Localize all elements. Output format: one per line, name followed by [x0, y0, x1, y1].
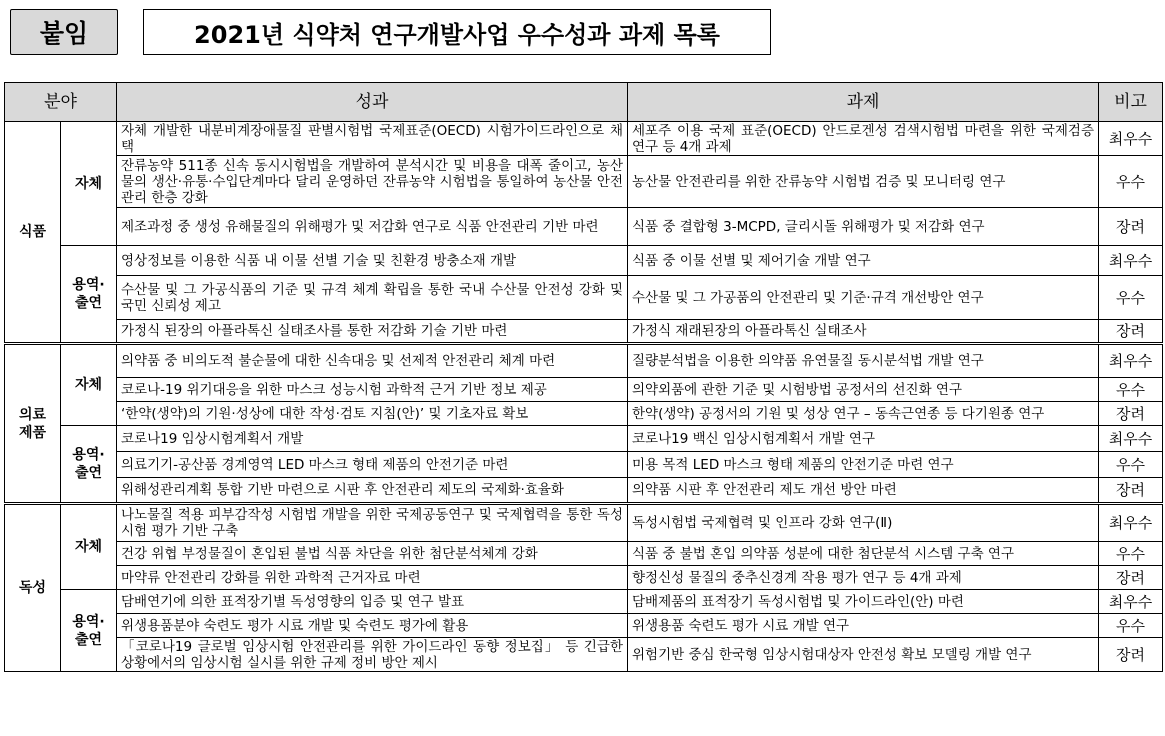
achievement-cell: 영상정보를 이용한 식품 내 이물 선별 기술 및 친환경 방충소재 개발 [117, 246, 628, 276]
note-cell: 우수 [1099, 276, 1163, 320]
subfield-cell: 자체 [61, 122, 117, 246]
note-cell: 우수 [1099, 542, 1163, 566]
table-header-row [5, 83, 1163, 122]
note-cell: 최우수 [1099, 122, 1163, 156]
achievement-cell: 가정식 된장의 아플라톡신 실태조사를 통한 저감화 기술 기반 마련 [117, 320, 628, 344]
subfield-cell: 자체 [61, 504, 117, 590]
table-row [5, 276, 1163, 320]
table-row [5, 344, 1163, 378]
note-cell: 장려 [1099, 402, 1163, 426]
project-cell: 독성시험법 국제협력 및 인프라 강화 연구(Ⅱ) [628, 504, 1099, 542]
subfield-cell: 자체 [61, 344, 117, 426]
achievement-cell: 잔류농약 511종 신속 동시시험법을 개발하여 분석시간 및 비용을 대폭 줄이고, 농산물의 생산·유통·수입단계마다 달리 운영하던 잔류농약 시험법을 통일하여 농산물 안전관리 한층 강화 [117, 156, 628, 208]
note-cell: 우수 [1099, 614, 1163, 638]
project-cell: 담배제품의 표적장기 독성시험법 및 가이드라인(안) 마련 [628, 590, 1099, 614]
achievement-cell: 위해성관리계획 통합 기반 마련으로 시판 후 안전관리 제도의 국제화·효율화 [117, 478, 628, 504]
header-achievement: 성과 [117, 83, 628, 122]
project-cell: 질량분석법을 이용한 의약품 유연물질 동시분석법 개발 연구 [628, 344, 1099, 378]
note-cell: 우수 [1099, 156, 1163, 208]
subfield-cell: 용역·출연 [61, 426, 117, 504]
project-cell: 농산물 안전관리를 위한 잔류농약 시험법 검증 및 모니터링 연구 [628, 156, 1099, 208]
achievement-cell: 제조과정 중 생성 유해물질의 위해평가 및 저감화 연구로 식품 안전관리 기반 마련 [117, 208, 628, 246]
achievement-cell: 「코로나19 글로벌 임상시험 안전관리를 위한 가이드라인 동향 정보집」 등 긴급한 상황에서의 임상시험 실시를 위한 규제 정비 방안 제시 [117, 638, 628, 672]
note-cell: 장려 [1099, 638, 1163, 672]
header-note: 비고 [1099, 83, 1163, 122]
note-cell: 최우수 [1099, 344, 1163, 378]
achievement-cell: 건강 위협 부정물질이 혼입된 불법 식품 차단을 위한 첨단분석체계 강화 [117, 542, 628, 566]
table-row [5, 320, 1163, 344]
project-cell: 식품 중 불법 혼입 의약품 성분에 대한 첨단분석 시스템 구축 연구 [628, 542, 1099, 566]
note-cell: 우수 [1099, 452, 1163, 478]
achievement-cell: 의료기기-공산품 경계영역 LED 마스크 형태 제품의 안전기준 마련 [117, 452, 628, 478]
header-project: 과제 [628, 83, 1099, 122]
project-cell: 향정신성 물질의 중추신경계 작용 평가 연구 등 4개 과제 [628, 566, 1099, 590]
achievement-cell: 마약류 안전관리 강화를 위한 과학적 근거자료 마련 [117, 566, 628, 590]
table-row [5, 122, 1163, 156]
project-cell: 식품 중 이물 선별 및 제어기술 개발 연구 [628, 246, 1099, 276]
table-row [5, 426, 1163, 452]
table-row [5, 542, 1163, 566]
achievement-cell: 담배연기에 의한 표적장기별 독성영향의 입증 및 연구 발표 [117, 590, 628, 614]
table-row [5, 504, 1163, 542]
table-row [5, 566, 1163, 590]
achievement-cell: 나노물질 적용 피부감작성 시험법 개발을 위한 국제공동연구 및 국제협력을 통한 독성시험 평가 기반 구축 [117, 504, 628, 542]
project-cell: 의약품 시판 후 안전관리 제도 개선 방안 마련 [628, 478, 1099, 504]
subfield-cell: 용역·출연 [61, 590, 117, 672]
table-row [5, 402, 1163, 426]
table-row [5, 452, 1163, 478]
note-cell: 최우수 [1099, 590, 1163, 614]
note-cell: 장려 [1099, 208, 1163, 246]
project-cell: 한약(생약) 공정서의 기원 및 성상 연구 – 동속근연종 등 다기원종 연구 [628, 402, 1099, 426]
project-cell: 수산물 및 그 가공품의 안전관리 및 기준·규격 개선방안 연구 [628, 276, 1099, 320]
achievement-cell: ‘한약(생약)의 기원·성상에 대한 작성·검토 지침(안)’ 및 기초자료 확보 [117, 402, 628, 426]
table-row [5, 638, 1163, 672]
achievement-cell: 코로나-19 위기대응을 위한 마스크 성능시험 과학적 근거 기반 정보 제공 [117, 378, 628, 402]
project-table [4, 82, 1163, 672]
achievement-cell: 코로나19 임상시험계획서 개발 [117, 426, 628, 452]
table-row [5, 590, 1163, 614]
table-row [5, 208, 1163, 246]
project-cell: 세포주 이용 국제 표준(OECD) 안드로겐성 검색시험법 마련을 위한 국제검증연구 등 4개 과제 [628, 122, 1099, 156]
project-cell: 가정식 재래된장의 아플라톡신 실태조사 [628, 320, 1099, 344]
note-cell: 우수 [1099, 378, 1163, 402]
note-cell: 장려 [1099, 478, 1163, 504]
note-cell: 최우수 [1099, 426, 1163, 452]
achievement-cell: 의약품 중 비의도적 불순물에 대한 신속대응 및 선제적 안전관리 체계 마련 [117, 344, 628, 378]
header-field: 분야 [5, 83, 117, 122]
achievement-cell: 위생용품분야 숙련도 평가 시료 개발 및 숙련도 평가에 활용 [117, 614, 628, 638]
project-cell: 미용 목적 LED 마스크 형태 제품의 안전기준 마련 연구 [628, 452, 1099, 478]
table-row [5, 478, 1163, 504]
subfield-cell: 용역·출연 [61, 246, 117, 344]
note-cell: 장려 [1099, 320, 1163, 344]
note-cell: 최우수 [1099, 246, 1163, 276]
table-row [5, 246, 1163, 276]
field-cell: 식품 [5, 122, 61, 344]
table-row [5, 378, 1163, 402]
project-cell: 코로나19 백신 임상시험계획서 개발 연구 [628, 426, 1099, 452]
project-cell: 위생용품 숙련도 평가 시료 개발 연구 [628, 614, 1099, 638]
field-cell: 의료제품 [5, 344, 61, 504]
project-cell: 위험기반 중심 한국형 임상시험대상자 안전성 확보 모델링 개발 연구 [628, 638, 1099, 672]
field-cell: 독성 [5, 504, 61, 672]
note-cell: 최우수 [1099, 504, 1163, 542]
achievement-cell: 자체 개발한 내분비계장애물질 판별시험법 국제표준(OECD) 시험가이드라인으로 채택 [117, 122, 628, 156]
project-cell: 의약외품에 관한 기준 및 시험방법 공정서의 선진화 연구 [628, 378, 1099, 402]
note-cell: 장려 [1099, 566, 1163, 590]
attachment-badge: 붙임 [10, 9, 118, 55]
table-row [5, 614, 1163, 638]
table-row [5, 156, 1163, 208]
achievement-cell: 수산물 및 그 가공식품의 기준 및 규격 체계 확립을 통한 국내 수산물 안전성 강화 및 국민 신뢰성 제고 [117, 276, 628, 320]
page-title: 2021년 식약처 연구개발사업 우수성과 과제 목록 [143, 9, 771, 55]
project-cell: 식품 중 결합형 3-MCPD, 글리시돌 위해평가 및 저감화 연구 [628, 208, 1099, 246]
